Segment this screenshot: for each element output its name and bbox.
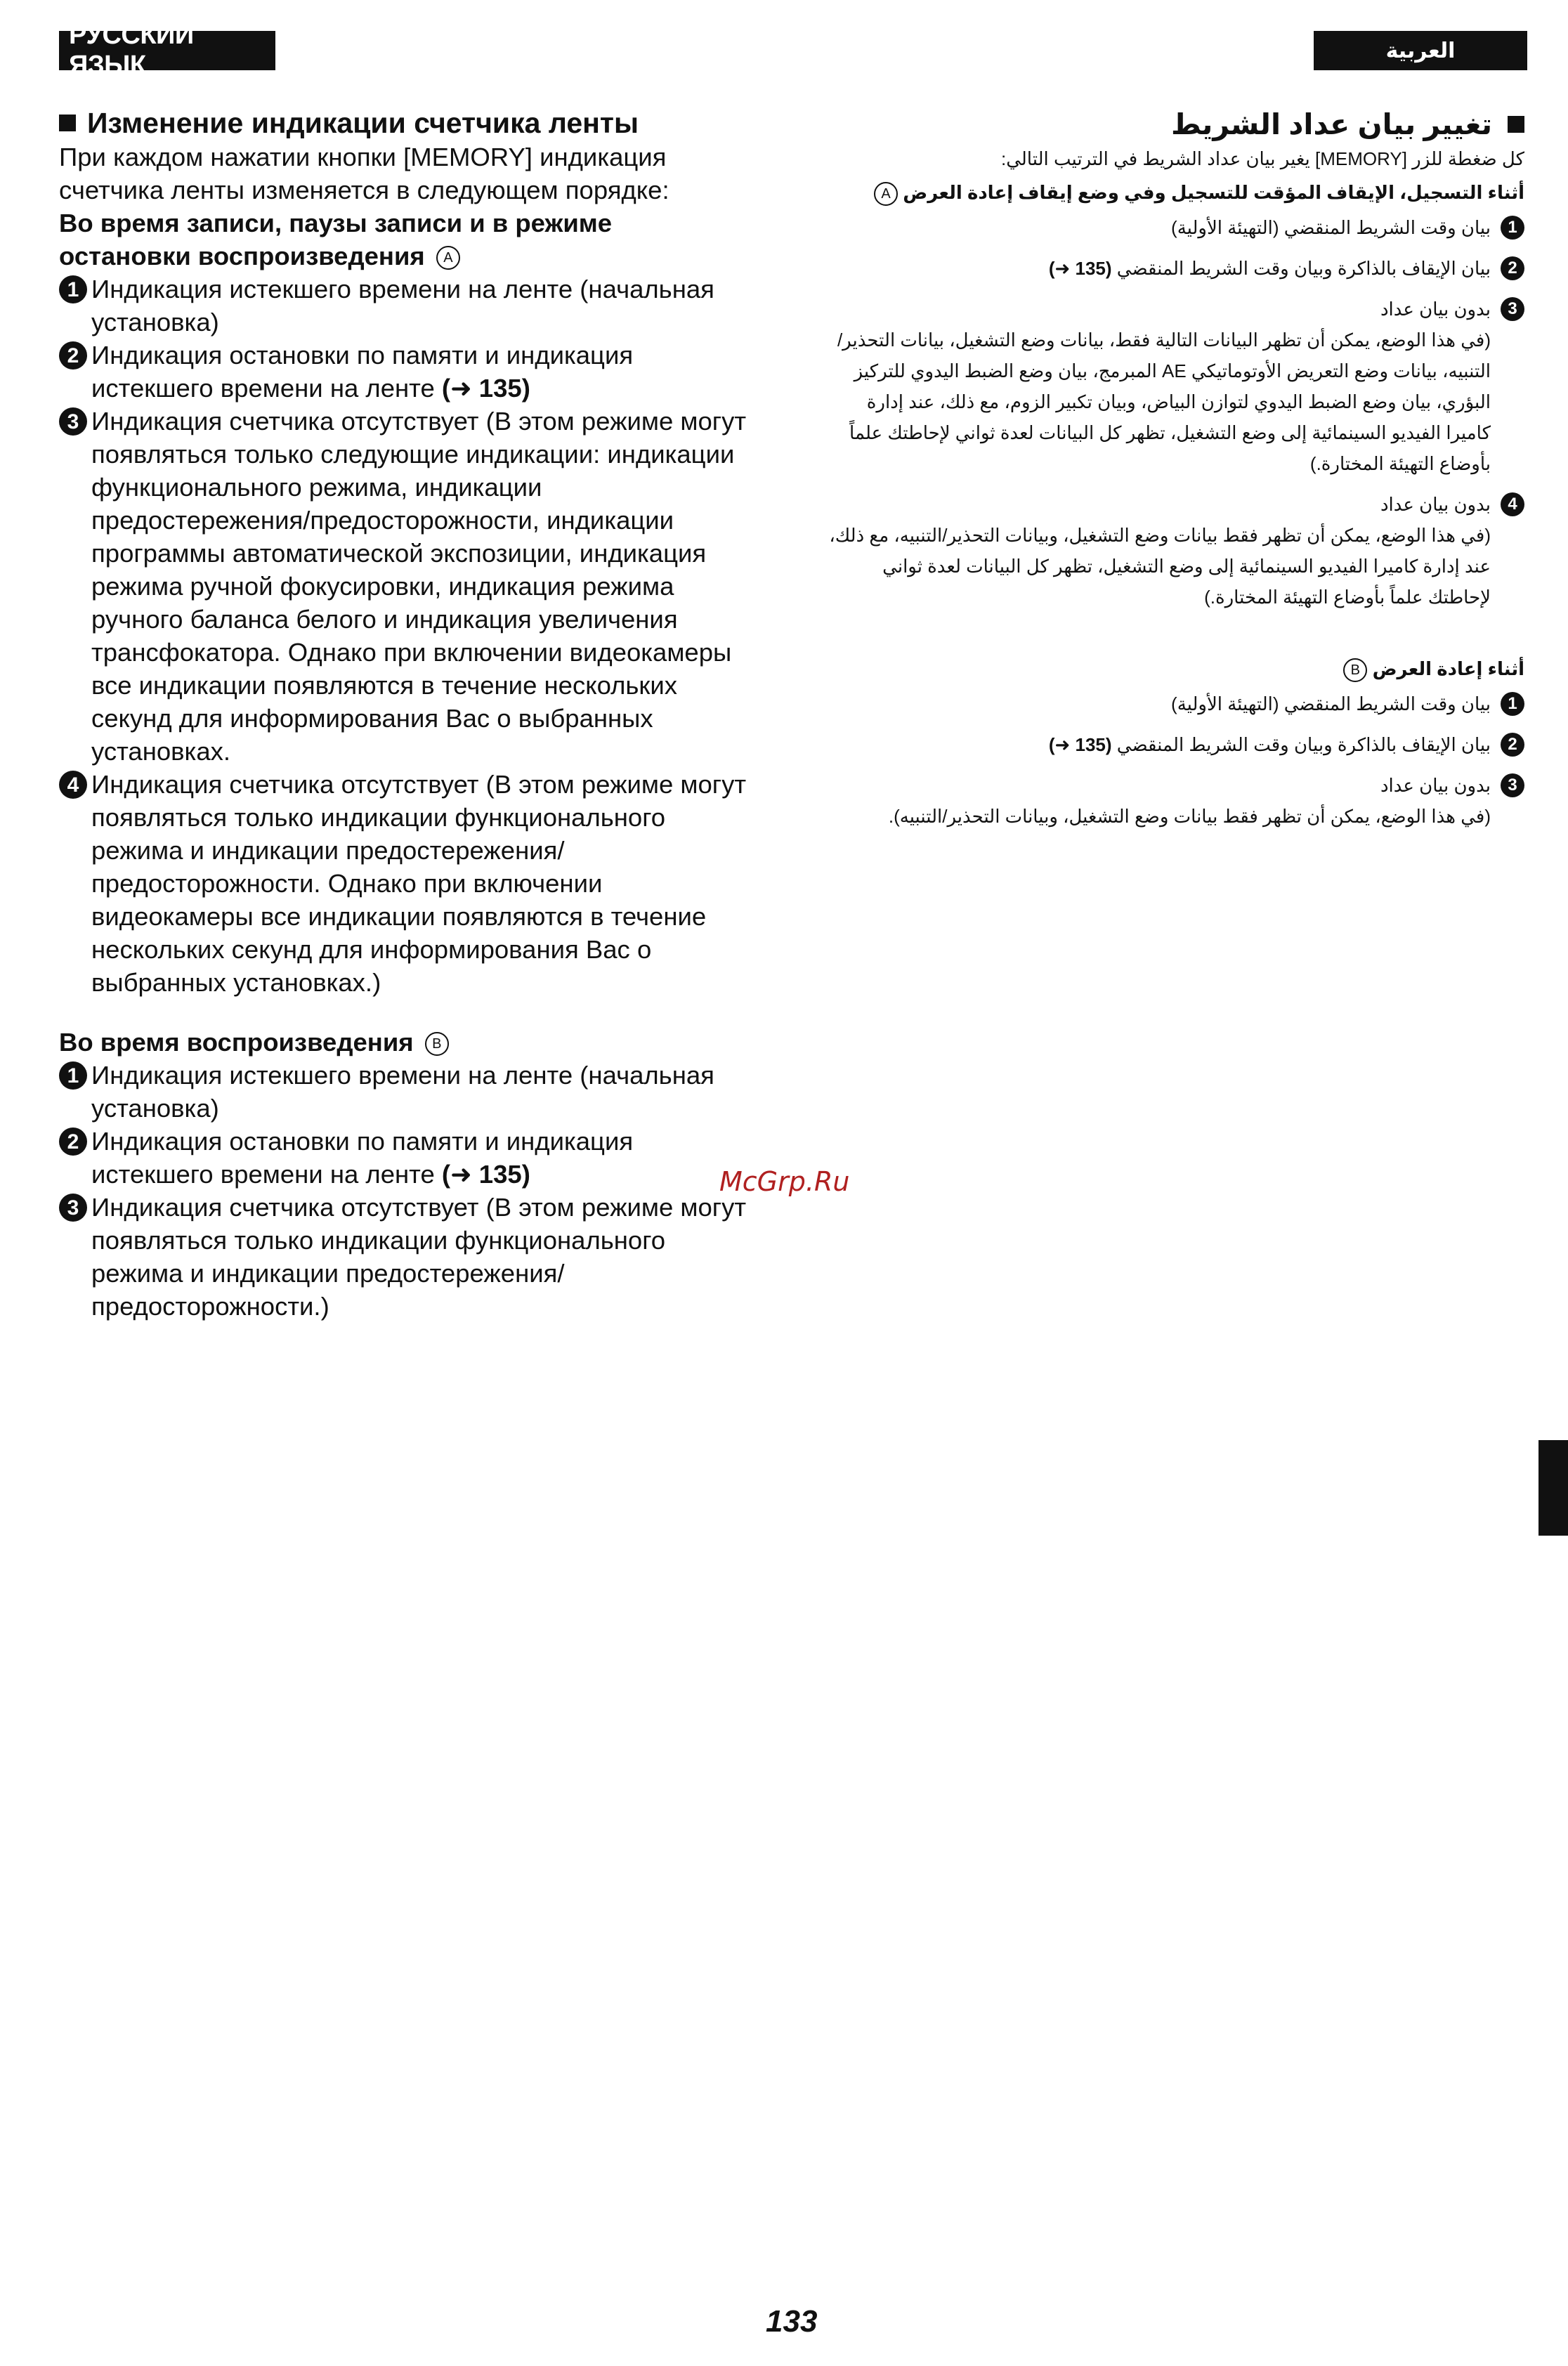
playback-heading-ar: أثناء إعادة العرض B xyxy=(829,653,1524,684)
russian-column xyxy=(59,105,747,1323)
list-item xyxy=(59,273,747,339)
list-item xyxy=(829,253,1524,284)
circled-number-icon: 2 xyxy=(59,1128,87,1156)
item-text: بدون بيان عداد xyxy=(1380,299,1491,320)
section-title-ru: Изменение индикации счетчика ленты xyxy=(59,105,747,140)
page-reference: (➜ 135) xyxy=(441,1160,530,1189)
circled-number-icon: 4 xyxy=(1501,492,1524,516)
square-bullet-icon xyxy=(1508,116,1524,133)
section-title-ar: تغيير بيان عداد الشريط xyxy=(829,105,1524,143)
intro-ar: كل ضغطة للزر [MEMORY] يغير بيان عداد الشريط في الترتيب التالي: xyxy=(1000,148,1524,169)
circled-number-icon: 3 xyxy=(1501,773,1524,797)
item-text: Индикация счетчика отсутствует (В этом режиме могут появляться только индикации функционального режима и индикации предостережения/предосторожности. Однако при включении видеокамеры все индикации появляются в течение нескольких секунд для информирования Вас о выбранных установках.) xyxy=(91,770,747,997)
item-text: بدون بيان عداد xyxy=(1380,494,1491,515)
item-detail: (في هذا الوضع، يمكن أن تظهر فقط بيانات وضع التشغيل، وبيانات التحذير/التنبيه، مع ذلك، عند إدارة كاميرا الفيديو السينمائية إلى وضع التشغيل، تظهر كل البيانات لعدة ثواني لإحاطتك علماً بأوضاع التهيئة المختارة.) xyxy=(829,525,1491,608)
list-item xyxy=(59,1191,747,1323)
page-reference: (➜ 135) xyxy=(441,374,530,403)
item-detail: (في هذا الوضع، يمكن أن تظهر البيانات التالية فقط، بيانات وضع التشغيل، بيانات التحذير/التنبيه، بيانات وضع التعريض الأوتوماتيكي AE المبرمج، بيان وضع الضبط اليدوي للتركيز البؤري، بيان وضع الضبط اليدوي لتوازن البياض، وبيان تكبير الزوم، مع ذلك، عند إدارة كاميرا الفيديو السينمائية إلى وضع التشغيل، تظهر كل البيانات لعدة ثواني لإحاطتك علماً بأوضاع التهيئة المختارة.) xyxy=(837,329,1491,474)
circled-number-icon: 2 xyxy=(59,341,87,370)
intro-ru: При каждом нажатии кнопки [MEMORY] индикация счетчика ленты изменяется в следующем порядке: xyxy=(59,143,669,204)
circled-number-icon: 4 xyxy=(59,771,87,799)
circled-number-icon: 3 xyxy=(1501,297,1524,321)
list-item xyxy=(59,339,747,405)
square-bullet-icon xyxy=(59,115,76,131)
list-item xyxy=(829,688,1524,719)
arabic-column xyxy=(829,105,1524,842)
list-item xyxy=(829,212,1524,243)
circled-a-icon: A xyxy=(436,246,460,270)
circled-number-icon: 1 xyxy=(59,1061,87,1090)
item-detail: (في هذا الوضع، يمكن أن تظهر فقط بيانات وضع التشغيل، وبيانات التحذير/التنبيه). xyxy=(888,806,1491,827)
item-text: Индикация счетчика отсутствует (В этом режиме могут появляться только индикации функционального режима и индикации предостережения/предосторожности.) xyxy=(91,1193,747,1321)
language-tab-russian: РУССКИЙ ЯЗЫК xyxy=(59,31,275,70)
item-text: Индикация остановки по памяти и индикация истекшего времени на ленте xyxy=(91,341,634,403)
circled-b-icon: B xyxy=(1343,658,1367,682)
language-tab-arabic: العربية xyxy=(1314,31,1527,70)
circled-number-icon: 2 xyxy=(1501,256,1524,280)
circled-number-icon: 1 xyxy=(1501,692,1524,716)
list-item xyxy=(59,1059,747,1125)
item-text: بيان الإيقاف بالذاكرة وبيان وقت الشريط المنقضي xyxy=(1111,258,1491,279)
item-text: بيان وقت الشريط المنقضي (التهيئة الأولية) xyxy=(1171,693,1491,714)
item-text: Индикация остановки по памяти и индикация истекшего времени на ленте xyxy=(91,1127,634,1189)
playback-list-ar xyxy=(829,688,1524,832)
item-text: بدون بيان عداد xyxy=(1380,775,1491,796)
page-reference: (135 ➜) xyxy=(1048,734,1112,755)
list-item xyxy=(829,489,1524,613)
list-item xyxy=(59,405,747,768)
circled-number-icon: 3 xyxy=(59,1194,87,1222)
item-text: Индикация истекшего времени на ленте (начальная установка) xyxy=(91,1061,714,1123)
list-item xyxy=(59,1125,747,1191)
list-item xyxy=(829,770,1524,832)
playback-list-ru xyxy=(59,1059,747,1323)
watermark: McGrp.Ru xyxy=(719,1166,850,1197)
page-reference: (135 ➜) xyxy=(1048,258,1112,279)
list-item xyxy=(829,729,1524,760)
item-text: بيان الإيقاف بالذاكرة وبيان وقت الشريط المنقضي xyxy=(1111,734,1491,755)
chapter-side-tab xyxy=(1538,1440,1568,1536)
circled-number-icon: 1 xyxy=(59,275,87,303)
circled-b-icon: B xyxy=(425,1032,449,1056)
circled-number-icon: 1 xyxy=(1501,216,1524,240)
recording-heading-ar: أثناء التسجيل، الإيقاف المؤقت للتسجيل وفي وضع إيقاف إعادة العرض A xyxy=(829,177,1524,208)
playback-heading-ru: Во время воспроизведения B xyxy=(59,1026,747,1059)
list-item xyxy=(829,294,1524,479)
page-number: 133 xyxy=(766,2304,818,2339)
circled-number-icon: 2 xyxy=(1501,733,1524,757)
recording-list-ar xyxy=(829,212,1524,613)
item-text: Индикация истекшего времени на ленте (начальная установка) xyxy=(91,275,714,336)
item-text: بيان وقت الشريط المنقضي (التهيئة الأولية) xyxy=(1171,217,1491,238)
circled-a-icon: A xyxy=(874,182,898,206)
circled-number-icon: 3 xyxy=(59,407,87,436)
recording-list-ru xyxy=(59,273,747,999)
list-item xyxy=(59,768,747,999)
recording-heading-ru: Во время записи, паузы записи и в режиме остановки воспроизведения A xyxy=(59,209,613,270)
item-text: Индикация счетчика отсутствует (В этом режиме могут появляться только следующие индикации: индикации функционального режима, индикации предостережения/предосторожности, индикации программы автоматической экспозиции, индикация режима ручной фокусировки, индикация режима ручного баланса белого и индикация увеличения трансфокатора. Однако при включении видеокамеры все индикации появляются в течение нескольких секунд для информирования Вас о выбранных установках. xyxy=(91,407,747,766)
